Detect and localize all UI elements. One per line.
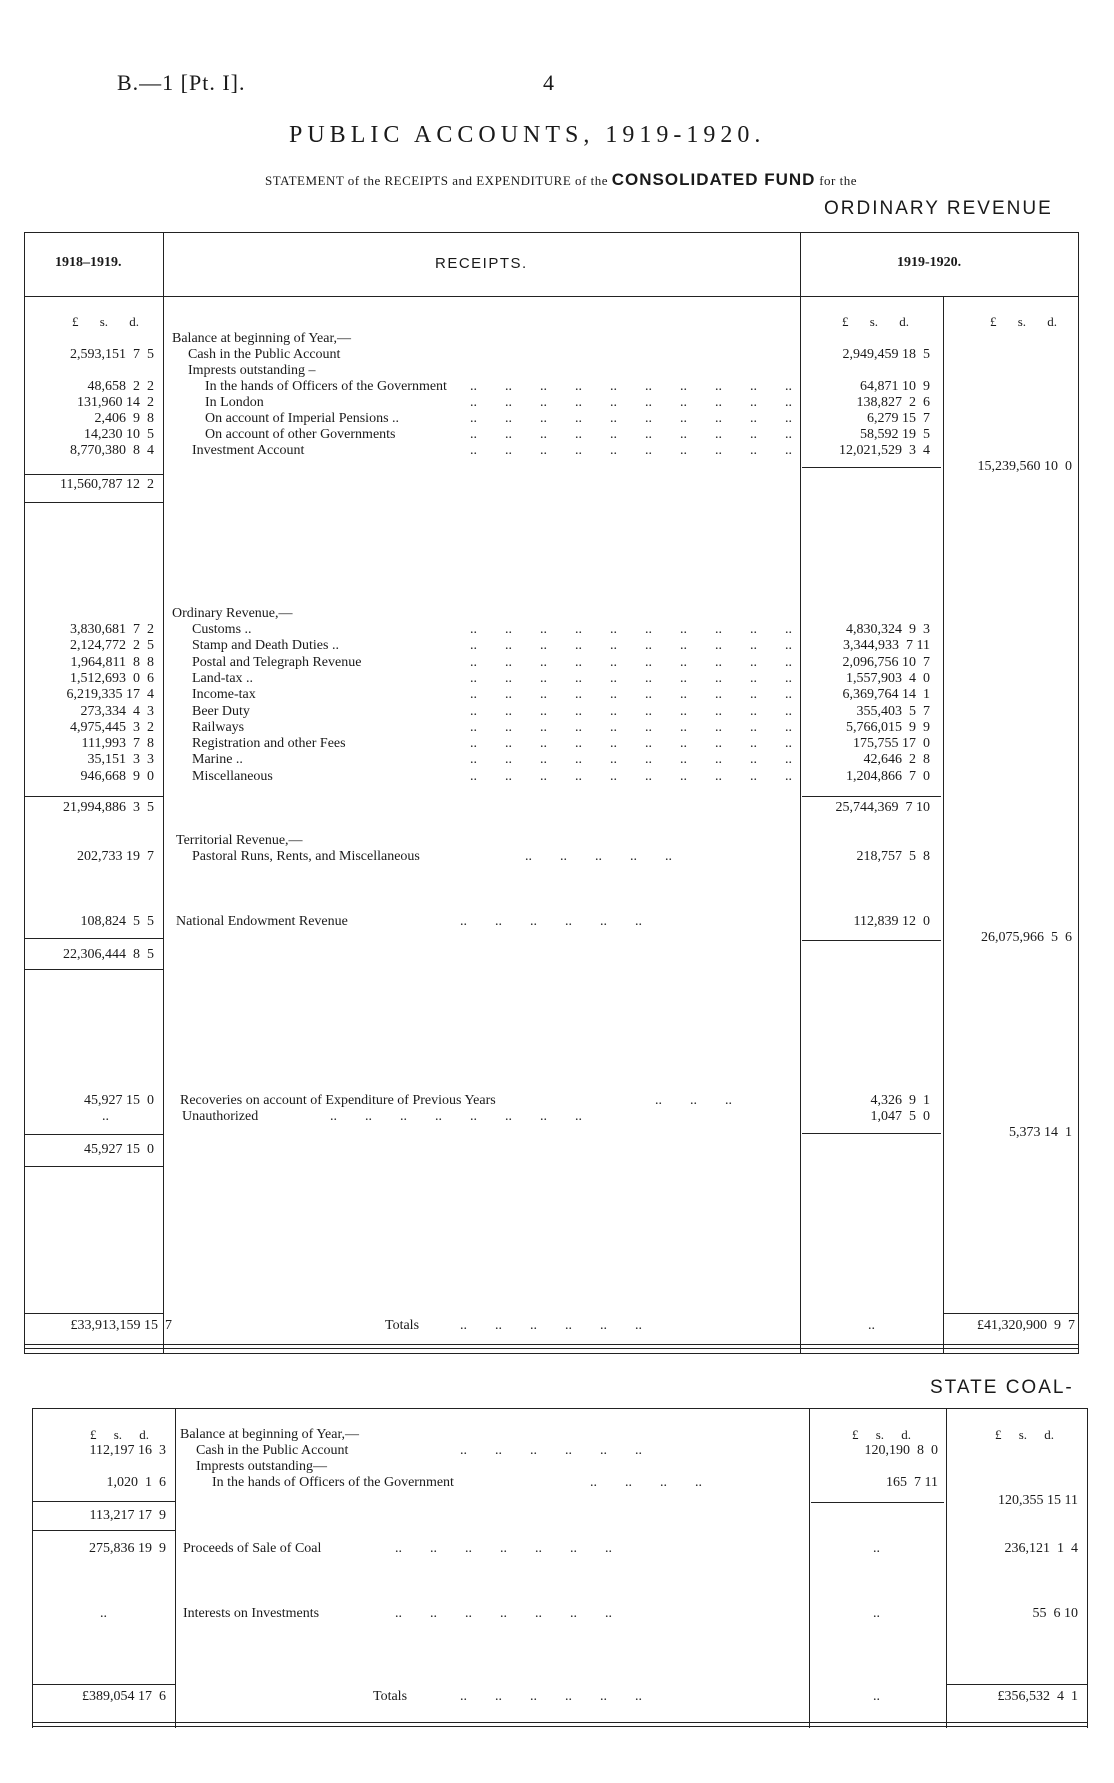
units-total: £ s. d. <box>990 314 1058 329</box>
row-label: Miscellaneous <box>192 768 273 784</box>
coal-totals-rule-curr <box>946 1684 1087 1685</box>
coal-totals-leader: .. .. .. .. .. .. <box>460 1689 642 1704</box>
balance-prev-rule-2 <box>24 502 163 503</box>
row-prev-value: 273,334 4 3 <box>80 703 154 719</box>
row-curr-value: 12,021,529 3 4 <box>839 443 930 458</box>
row-label: Income-tax <box>192 687 256 703</box>
coal-units-curr: £ s. d. <box>852 1427 912 1442</box>
page-title: PUBLIC ACCOUNTS, 1919-1920. <box>289 122 766 148</box>
row-prev-value: 48,658 2 2 <box>87 379 154 394</box>
row-prev-value: 131,960 14 2 <box>77 395 154 410</box>
endowment-curr: 112,839 12 0 <box>853 914 930 929</box>
col-header-receipts: RECEIPTS. <box>435 255 528 272</box>
row-leader: .. .. .. .. .. .. .. .. .. .. <box>470 752 792 768</box>
row-leader: .. .. .. .. .. .. .. .. .. .. <box>470 427 792 442</box>
coal-sale-prev: 275,836 19 9 <box>89 1541 166 1556</box>
row-label: In London <box>205 395 264 410</box>
coal-subtotal-prev: 113,217 17 9 <box>89 1508 166 1523</box>
row-curr-value: 355,403 5 7 <box>856 703 930 719</box>
row-prev-value: 1,512,693 0 6 <box>70 670 154 686</box>
document-reference: B.—1 [Pt. I]. <box>117 70 246 95</box>
coal-officers-label: In the hands of Officers of the Government <box>212 1475 454 1490</box>
recoveries-total-prev: 45,927 15 0 <box>84 1142 154 1157</box>
col-rule-1 <box>163 232 164 1354</box>
row-label: Marine .. <box>192 752 243 768</box>
subtitle-suffix: for the <box>819 173 857 188</box>
coal-officers-leader: .. .. .. .. <box>590 1475 702 1490</box>
coal-cash-curr: 120,190 8 0 <box>864 1443 938 1458</box>
coal-sub-rule-prev <box>32 1501 175 1502</box>
row-prev-value: 35,151 3 3 <box>87 752 154 768</box>
row-label: Registration and other Fees <box>192 736 346 752</box>
balance-heading: Balance at beginning of Year,— <box>172 331 352 346</box>
endowment-leader: .. .. .. .. .. .. <box>460 914 642 929</box>
col-rule-2 <box>800 232 801 1354</box>
col-header-1919-1920: 1919-1920. <box>897 255 962 270</box>
coal-col-rule-1 <box>175 1408 176 1728</box>
recoveries-prev-rule <box>24 1134 163 1135</box>
row-prev-value: 14,230 10 5 <box>84 427 154 442</box>
header-rule <box>24 296 1079 297</box>
row-label: Stamp and Death Duties .. <box>192 638 339 654</box>
cash-label: Cash in the Public Account <box>188 347 341 362</box>
territorial-heading: Territorial Revenue,— <box>176 833 303 848</box>
row-leader: .. .. .. .. .. .. .. .. .. .. <box>470 654 792 670</box>
balance-curr-rule <box>802 467 941 468</box>
row-prev-value: 3,830,681 7 2 <box>70 622 154 637</box>
row-leader: .. .. .. .. .. .. .. .. .. .. <box>470 736 792 752</box>
coal-units-prev: £ s. d. <box>90 1427 150 1442</box>
coal-sale-curr: 236,121 1 4 <box>1004 1541 1078 1556</box>
row-prev-value: 2,406 9 8 <box>94 411 154 426</box>
unauthorized-prev: .. <box>102 1109 109 1124</box>
row-curr-value: 1,557,903 4 0 <box>846 670 930 686</box>
territorial-label: Pastoral Runs, Rents, and Miscellaneous <box>192 849 420 864</box>
row-curr-value: 6,369,764 14 1 <box>842 687 930 703</box>
coal-totals-rule-prev <box>32 1684 175 1685</box>
totals-mid: .. <box>868 1318 875 1333</box>
ordinary-prev-rule <box>24 796 163 797</box>
recoveries-curr: 4,326 9 1 <box>870 1093 930 1108</box>
row-leader: .. .. .. .. .. .. .. .. .. .. <box>470 687 792 703</box>
row-leader: .. .. .. .. .. .. .. .. .. .. <box>470 379 792 394</box>
row-curr-value: 1,204,866 7 0 <box>846 768 930 784</box>
coal-col-rule-2 <box>809 1408 810 1728</box>
recoveries-prev: 45,927 15 0 <box>84 1093 154 1108</box>
row-label: Customs .. <box>192 622 252 637</box>
unauthorized-curr: 1,047 5 0 <box>870 1109 930 1124</box>
coal-balance-heading: Balance at beginning of Year,— <box>180 1427 360 1442</box>
territorial-curr: 218,757 5 8 <box>856 849 930 864</box>
coal-totals-mid: .. <box>873 1689 880 1704</box>
row-prev-value: 1,964,811 8 8 <box>70 654 154 670</box>
subtitle-fund: CONSOLIDATED FUND <box>611 170 816 189</box>
state-coal-heading: STATE COAL- <box>930 1377 1074 1398</box>
recoveries-prev-rule-2 <box>24 1166 163 1167</box>
coal-cash-leader: .. .. .. .. .. .. <box>460 1443 642 1458</box>
coal-sub-rule-prev-2 <box>32 1530 175 1531</box>
coal-subtotal-curr: 120,355 15 11 <box>998 1493 1078 1508</box>
coal-totals-curr: £356,532 4 1 <box>997 1689 1078 1704</box>
row-curr-value: 64,871 10 9 <box>860 379 930 394</box>
row-leader: .. .. .. .. .. .. .. .. .. .. <box>470 719 792 735</box>
ordinary-subtotal-prev: 21,994,886 3 5 <box>63 800 154 815</box>
imprests-label: Imprests outstanding – <box>188 363 316 378</box>
totals-leader: .. .. .. .. .. .. <box>460 1318 642 1333</box>
row-label: In the hands of Officers of the Government <box>205 379 447 394</box>
totals-label: Totals <box>385 1318 420 1333</box>
page-number: 4 <box>543 70 554 95</box>
row-curr-value: 2,096,756 10 7 <box>842 654 930 670</box>
recoveries-curr-rule <box>802 1133 941 1134</box>
endowment-prev: 108,824 5 5 <box>80 914 154 929</box>
totals-prev: £33,913,159 15 7 <box>70 1318 172 1333</box>
coal-cash-label: Cash in the Public Account <box>196 1443 349 1458</box>
coal-sale-leader: .. .. .. .. .. .. .. <box>395 1541 612 1556</box>
row-label: Postal and Telegraph Revenue <box>192 654 362 670</box>
coal-officers-prev: 1,020 1 6 <box>106 1475 166 1490</box>
coal-units-total: £ s. d. <box>995 1427 1055 1442</box>
coal-interest-mid: .. <box>873 1606 880 1621</box>
ordinary-revenue-heading: ORDINARY REVENUE <box>824 198 1053 219</box>
endowment-label: National Endowment Revenue <box>176 914 348 929</box>
row-prev-value: 8,770,380 8 4 <box>70 443 154 458</box>
row-label: On account of other Governments <box>205 427 396 442</box>
row-leader: .. .. .. .. .. .. .. .. .. .. <box>470 411 792 426</box>
units-curr: £ s. d. <box>842 314 910 329</box>
col-header-1918-1919: 1918–1919. <box>55 255 122 270</box>
statement-subtitle <box>265 170 857 190</box>
coal-top-rule <box>32 1408 1087 1409</box>
row-prev-value: 4,975,445 3 2 <box>70 719 154 735</box>
row-leader: .. .. .. .. .. .. .. .. .. .. <box>470 638 792 654</box>
coal-sub-rule-curr <box>811 1502 944 1503</box>
row-curr-value: 6,279 15 7 <box>867 411 930 426</box>
row-label: Railways <box>192 719 245 735</box>
coal-bottom-double-rule <box>32 1722 1087 1727</box>
row-curr-value: 3,344,933 7 11 <box>843 638 930 654</box>
territorial-prev: 202,733 19 7 <box>77 849 154 864</box>
endowment-prev-rule <box>24 938 163 939</box>
row-label: Land-tax .. <box>192 670 254 686</box>
coal-imprests-label: Imprests outstanding— <box>196 1459 328 1474</box>
endowment-total-prev: 22,306,444 8 5 <box>63 947 154 962</box>
row-leader: .. .. .. .. .. .. .. .. .. .. <box>470 395 792 410</box>
coal-cash-prev: 112,197 16 3 <box>89 1443 166 1458</box>
totals-top-rule <box>24 1313 163 1314</box>
row-prev-value: 946,668 9 0 <box>80 768 154 784</box>
endowment-prev-rule-2 <box>24 969 163 970</box>
recoveries-leader: .. .. .. <box>655 1093 732 1108</box>
row-leader: .. .. .. .. .. .. .. .. .. .. <box>470 768 792 784</box>
row-prev-value: 6,219,335 17 4 <box>66 687 154 703</box>
row-curr-value: 42,646 2 8 <box>863 752 930 768</box>
endowment-curr-rule <box>802 940 941 941</box>
coal-col-rule-4 <box>1087 1408 1088 1728</box>
ordinary-heading: Ordinary Revenue,— <box>172 606 293 621</box>
ordinary-subtotal-curr: 25,744,369 7 10 <box>835 800 930 815</box>
coal-totals-prev: £389,054 17 6 <box>82 1689 166 1704</box>
totals-curr: £41,320,900 9 7 <box>977 1318 1075 1333</box>
coal-sale-label: Proceeds of Sale of Coal <box>183 1541 322 1556</box>
coal-interest-prev: .. <box>100 1606 107 1621</box>
row-curr-value: 138,827 2 6 <box>856 395 930 410</box>
coal-officers-curr: 165 7 11 <box>886 1475 938 1490</box>
recoveries-total-curr: 5,373 14 1 <box>1009 1125 1072 1140</box>
coal-col-rule-0 <box>32 1408 33 1728</box>
balance-subtotal-curr: 15,239,560 10 0 <box>977 459 1072 474</box>
row-label: On account of Imperial Pensions .. <box>205 411 400 426</box>
recoveries-label: Recoveries on account of Expenditure of Previous Years <box>180 1093 496 1108</box>
coal-interest-curr: 55 6 10 <box>1032 1606 1078 1621</box>
coal-interest-label: Interests on Investments <box>183 1606 320 1621</box>
row-label: Beer Duty <box>192 703 250 719</box>
row-leader: .. .. .. .. .. .. .. .. .. .. <box>470 670 792 686</box>
balance-prev-rule <box>24 474 163 475</box>
territorial-leader: .. .. .. .. .. <box>525 849 672 864</box>
units-prev: £ s. d. <box>72 314 140 329</box>
row-curr-value: 4,830,324 9 3 <box>846 622 930 637</box>
col-rule-3 <box>943 296 944 1354</box>
cash-curr: 2,949,459 18 5 <box>842 347 930 362</box>
row-curr-value: 5,766,015 9 9 <box>846 719 930 735</box>
row-prev-value: 111,993 7 8 <box>81 736 154 752</box>
unauthorized-label: Unauthorized <box>182 1109 259 1124</box>
row-leader: .. .. .. .. .. .. .. .. .. .. <box>470 622 792 637</box>
row-leader: .. .. .. .. .. .. .. .. .. .. <box>470 443 792 458</box>
totals-double-rule <box>24 1344 1079 1349</box>
coal-totals-label: Totals <box>373 1689 408 1704</box>
endowment-total-curr: 26,075,966 5 6 <box>981 930 1072 945</box>
cash-prev: 2,593,151 7 5 <box>70 347 154 362</box>
row-label: Investment Account <box>192 443 305 458</box>
unauthorized-leader: .. .. .. .. .. .. .. .. <box>330 1109 582 1124</box>
row-curr-value: 58,592 19 5 <box>860 427 930 442</box>
totals-top-rule-r <box>943 1313 1079 1314</box>
row-leader: .. .. .. .. .. .. .. .. .. .. <box>470 703 792 719</box>
coal-col-rule-3 <box>946 1408 947 1728</box>
subtitle-prefix: STATEMENT of the RECEIPTS and EXPENDITURE of the <box>265 173 608 188</box>
ordinary-curr-rule <box>802 796 941 797</box>
coal-sale-mid: .. <box>873 1541 880 1556</box>
balance-subtotal-prev: 11,560,787 12 2 <box>60 477 154 492</box>
row-prev-value: 2,124,772 2 5 <box>70 638 154 654</box>
coal-interest-leader: .. .. .. .. .. .. .. <box>395 1606 612 1621</box>
row-curr-value: 175,755 17 0 <box>853 736 930 752</box>
